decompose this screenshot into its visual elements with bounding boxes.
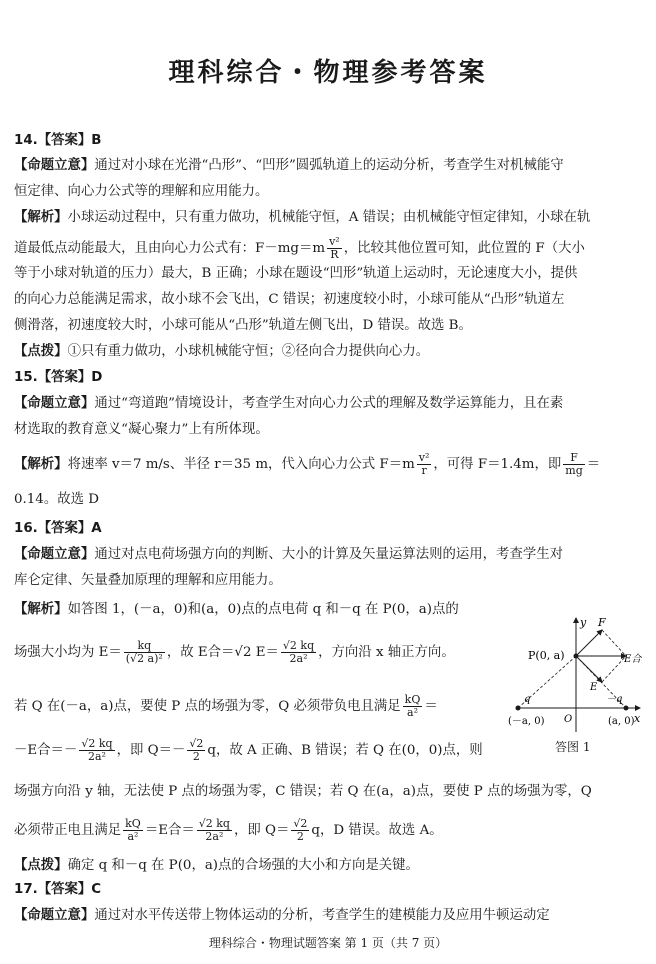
q16-mingti-cont: 库仑定律、矢量叠加原理的理解和应用能力。 <box>14 573 282 588</box>
q14-mingti: 【命题立意】通过对小球在光滑“凸形”、“凹形”圆弧轨道上的运动分析，考查学生对机械能守 <box>14 158 564 173</box>
parallelogram-edge-2 <box>602 656 626 682</box>
figure-caption: 答图 1 <box>555 740 591 754</box>
point-P-dot <box>574 654 579 659</box>
label-left-point: (－a, 0) <box>508 716 545 727</box>
charge-neg-q-dot <box>624 706 629 711</box>
label-F: F <box>598 616 606 629</box>
q16-answer: 16.【答案】A <box>14 521 102 536</box>
label-q: q <box>524 694 531 705</box>
fraction: $\frac{\text{v²}}{R}$ <box>329 235 340 261</box>
label-y: y <box>580 616 587 629</box>
q16-mingti: 【命题立意】通过对点电荷场强方向的判断、大小的计算及矢量运算法则的运用，考查学生对 <box>14 547 564 562</box>
q16-jiexi-3: 若 Q 在(－a，a)点，要使 P 点的场强为零，Q 必须带负电且满足 $\frac{kQ}{\text{a²}}$ ＝ <box>14 693 438 719</box>
vector-F <box>576 630 602 656</box>
q16-jiexi: 【解析】如答图 1，(－a，0)和(a，0)点的点电荷 q 和－q 在 P(0，a)点的 <box>14 602 459 617</box>
charge-q-dot <box>516 706 521 711</box>
q16-dianbo: 【点拨】确定 q 和－q 在 P(0，a)点的合场强的大小和方向是关键。 <box>14 858 419 873</box>
q15-mingti: 【命题立意】通过“弯道跑”情境设计，考查学生对向心力公式的理解及数学运算能力，且在素 <box>14 396 564 411</box>
label-origin: O <box>564 714 573 725</box>
q14-jiexi-5: 侧滑落，初速度较大时，小球可能从“凸形”轨道左侧飞出，D 错误。故选 B。 <box>14 318 472 333</box>
q14-jiexi-2: 道最低点动能最大，且由向心力公式有：F－mg＝m $\frac{\text{v²}}{R}$ ，比较其他位置可知，此位置的 F（大小 <box>14 235 585 261</box>
label-x: x <box>634 712 641 725</box>
label-right-point: (a, 0) <box>608 716 635 727</box>
q14-answer: 14.【答案】B <box>14 133 102 148</box>
label-E-he: E合 <box>624 654 642 665</box>
q17-mingti: 【命题立意】通过对水平传送带上物体运动的分析，考查学生的建模能力及应用牛顿运动定 <box>14 908 550 923</box>
page-footer: 理科综合・物理试题答案 第 1 页（共 7 页） <box>208 936 448 950</box>
q14-dianbo: 【点拨】①只有重力做功，小球机械能守恒；②径向合力提供向心力。 <box>14 344 430 359</box>
vector-E <box>576 656 602 682</box>
label-E: E <box>590 682 598 693</box>
q14-jiexi: 【解析】小球运动过程中，只有重力做功，机械能守恒，A 错误；由机械能守恒定律知，小球在轨 <box>14 210 591 225</box>
q16-jiexi-4: －E合＝－ $\frac{√2 kq}{\text{2a²}}$ ，即 Q＝－ $\frac{√2}{2}$ q，故 A 正确、B 错误；若 Q 在(0，0)点，则 <box>14 737 483 763</box>
q15-answer: 15.【答案】D <box>14 370 103 385</box>
parallelogram-edge-1 <box>602 630 626 656</box>
label-P: P(0, a) <box>528 649 565 662</box>
q16-jiexi-2: 场强大小均为 E＝ $\frac{kq}{\text{(√2 a)²}}$ ，故 E合＝√2 E＝ $\frac{√2 kq}{\text{2a²}}$ ，方向沿 x 轴正方向。 <box>14 639 455 665</box>
q14-jiexi-3: 等于小球对轨道的压力）最大，B 正确；小球在题设“凹形”轨道上运动时，无论速度大小，提供 <box>14 266 578 281</box>
page-title: 理科综合・物理参考答案 <box>168 58 488 88</box>
q14-mingti-cont: 恒定律、向心力公式等的理解和应用能力。 <box>14 184 269 199</box>
q15-jiexi-2: 0.14。故选 D <box>14 492 99 507</box>
q15-mingti-cont: 材选取的教育意义“凝心聚力”上有所体现。 <box>14 422 269 437</box>
q15-jiexi: 【解析】将速率 v＝7 m/s、半径 r＝35 m，代入向心力公式 F＝m $\frac{\text{v²}}{r}$ ，可得 F＝1.4m，即 $\frac{F}{mg}$ ＝ <box>14 451 601 477</box>
q16-jiexi-5: 场强方向沿 y 轴，无法使 P 点的场强为零，C 错误；若 Q 在(a，a)点，要使 P 点的场强为零，Q <box>14 784 592 799</box>
q16-jiexi-6: 必须带正电且满足 $\frac{kQ}{\text{a²}}$ ＝E合＝ $\frac{√2 kq}{\text{2a²}}$ ，即 Q＝ $\frac{√2}{2}$ q，D 错误。故选 A。 <box>14 817 443 843</box>
q17-answer: 17.【答案】C <box>14 882 102 897</box>
label-neg-q: －q <box>606 694 623 705</box>
q14-jiexi-4: 的向心力总能满足需求，故小球不会飞出，C 错误；初速度较小时，小球可能从“凸形”轨道左 <box>14 292 565 307</box>
